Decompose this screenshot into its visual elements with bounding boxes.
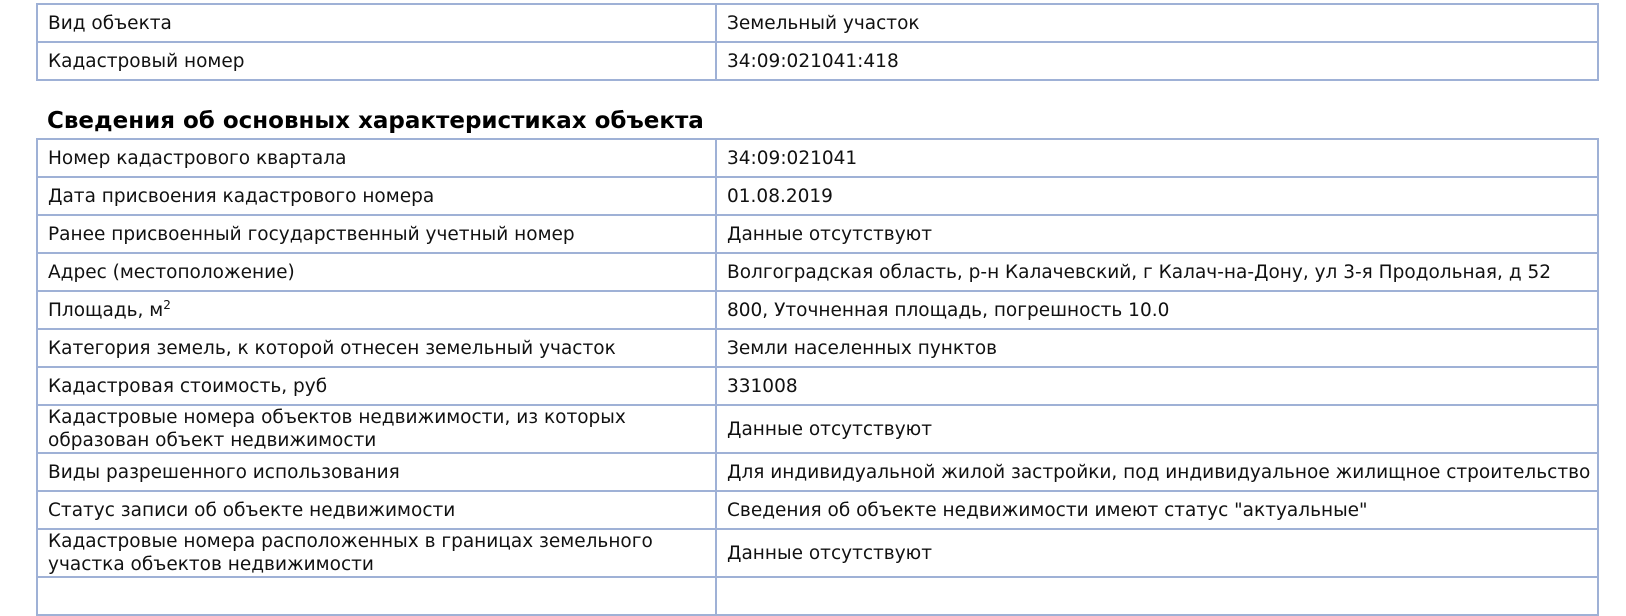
row-value: Данные отсутствуют xyxy=(716,215,1598,253)
table-row xyxy=(37,215,1598,253)
section-heading: Сведения об основных характеристиках объекта xyxy=(47,108,704,134)
row-value: 331008 xyxy=(716,367,1598,405)
area-unit-superscript: 2 xyxy=(163,297,171,312)
row-value: Волгоградская область, р-н Калачевский, г Калач-на-Дону, ул 3-я Продольная, д 52 xyxy=(716,253,1598,291)
row-label: Категория земель, к которой отнесен земельный участок xyxy=(37,329,716,367)
row-value: Данные отсутствуют xyxy=(716,405,1598,453)
row-label: Кадастровая стоимость, руб xyxy=(37,367,716,405)
table-row xyxy=(37,253,1598,291)
table-row xyxy=(37,139,1598,177)
row-label: Дата присвоения кадастрового номера xyxy=(37,177,716,215)
row-value: Земельный участок xyxy=(716,4,1598,42)
table-row xyxy=(37,577,1598,615)
row-label: Виды разрешенного использования xyxy=(37,453,716,491)
row-value: 800, Уточненная площадь, погрешность 10.0 xyxy=(716,291,1598,329)
table-row xyxy=(37,4,1598,42)
table-row xyxy=(37,529,1598,577)
row-label xyxy=(37,291,716,329)
object-info-table xyxy=(36,3,1599,81)
table-row xyxy=(37,177,1598,215)
table-row xyxy=(37,405,1598,453)
table-row xyxy=(37,42,1598,80)
characteristics-table xyxy=(36,138,1599,616)
area-label-text: Площадь, м xyxy=(48,299,164,321)
row-label xyxy=(37,577,716,615)
row-value: 01.08.2019 xyxy=(716,177,1598,215)
row-label: Статус записи об объекте недвижимости xyxy=(37,491,716,529)
table-row xyxy=(37,453,1598,491)
row-value xyxy=(716,577,1598,615)
row-label: Ранее присвоенный государственный учетный номер xyxy=(37,215,716,253)
row-label: Кадастровые номера объектов недвижимости, из которых образован объект недвижимости xyxy=(37,405,716,453)
table-row xyxy=(37,367,1598,405)
row-value: 34:09:021041 xyxy=(716,139,1598,177)
row-label: Кадастровый номер xyxy=(37,42,716,80)
row-label: Адрес (местоположение) xyxy=(37,253,716,291)
row-value: Земли населенных пунктов xyxy=(716,329,1598,367)
row-value: 34:09:021041:418 xyxy=(716,42,1598,80)
row-label: Вид объекта xyxy=(37,4,716,42)
row-value: Сведения об объекте недвижимости имеют статус "актуальные" xyxy=(716,491,1598,529)
table-row xyxy=(37,491,1598,529)
row-label: Номер кадастрового квартала xyxy=(37,139,716,177)
row-value: Данные отсутствуют xyxy=(716,529,1598,577)
table-row xyxy=(37,291,1598,329)
table-row xyxy=(37,329,1598,367)
row-label: Кадастровые номера расположенных в границах земельного участка объектов недвижимости xyxy=(37,529,716,577)
row-value: Для индивидуальной жилой застройки, под индивидуальное жилищное строительство xyxy=(716,453,1598,491)
